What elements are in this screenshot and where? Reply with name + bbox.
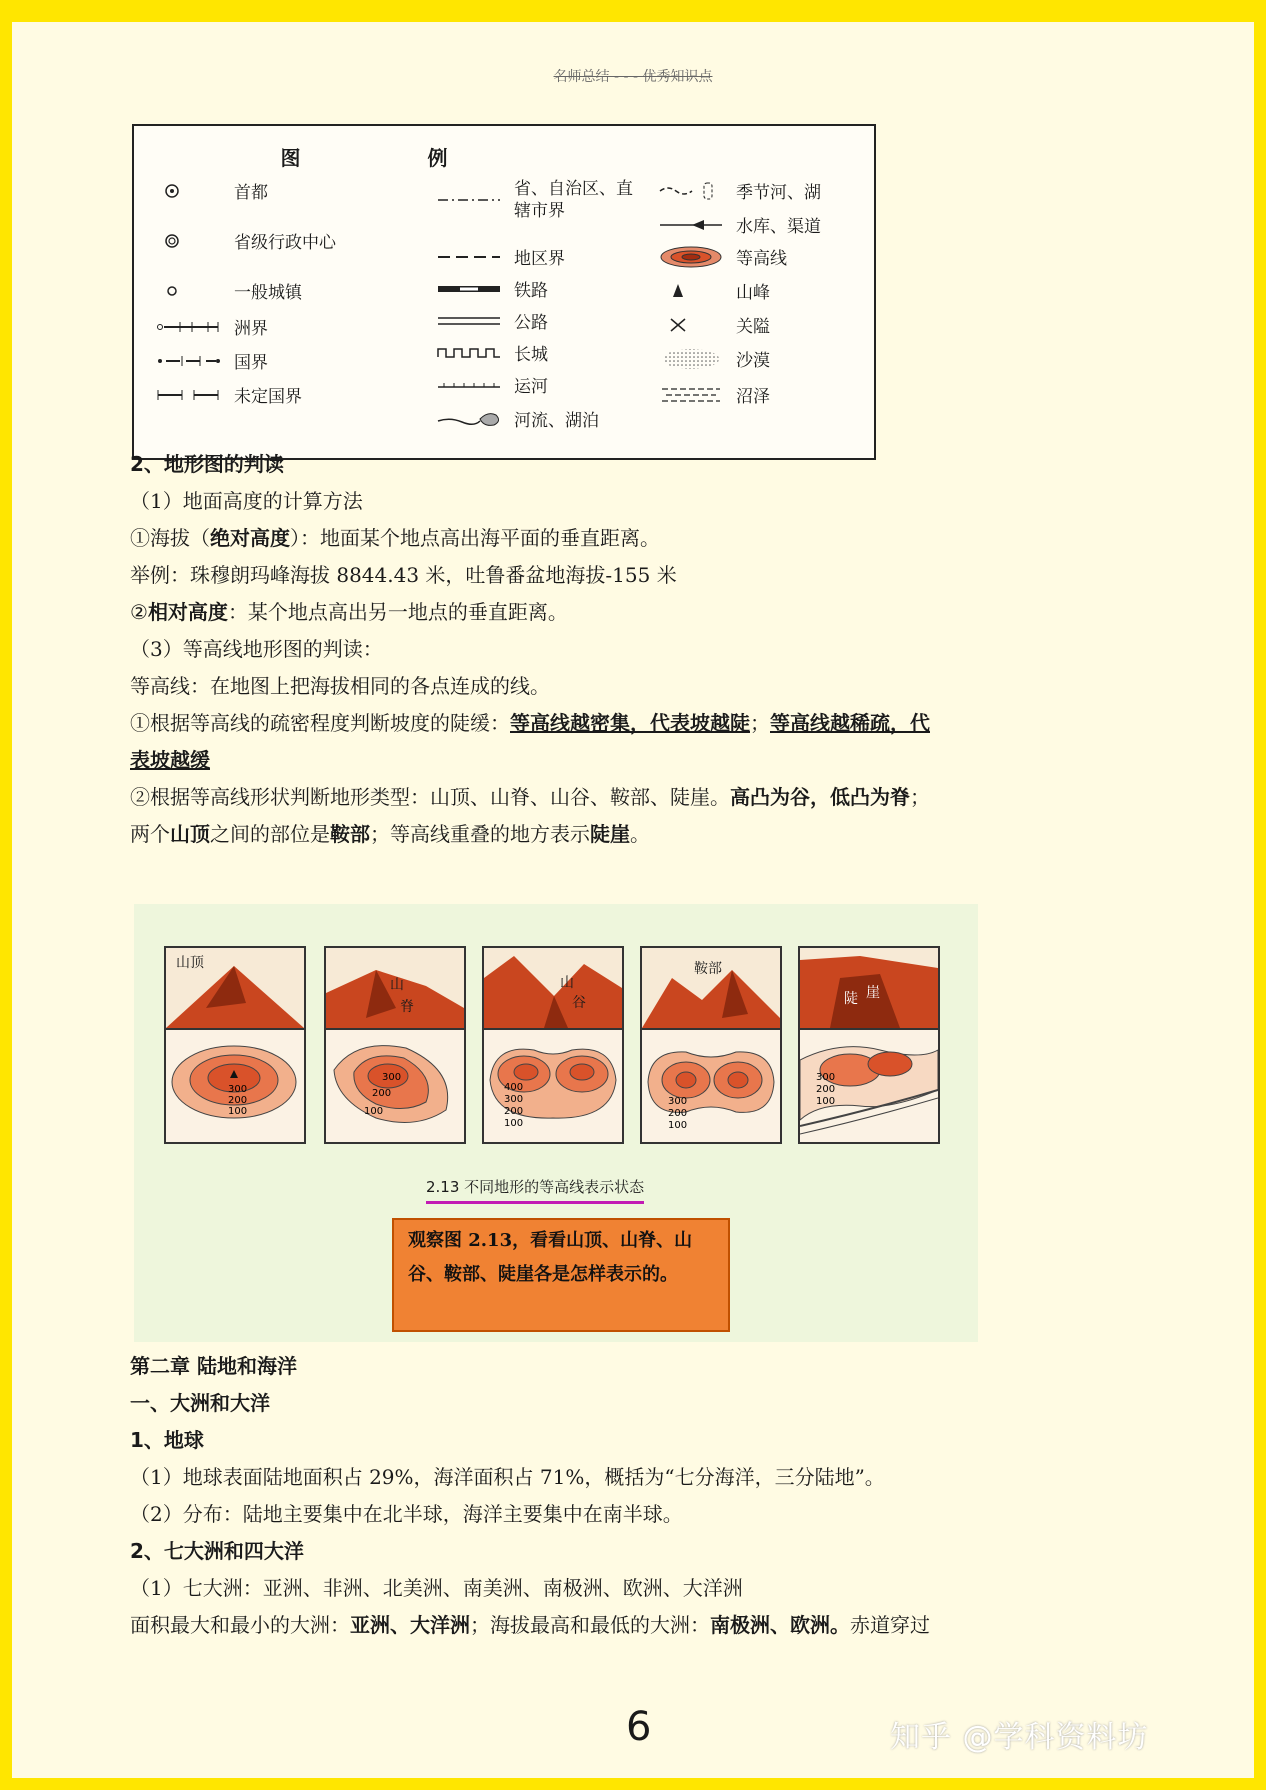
pass-icon: [656, 313, 726, 337]
swamp-icon: [656, 383, 726, 407]
paragraph: （2）分布：陆地主要集中在北半球，海洋主要集中在南半球。: [130, 1502, 683, 1526]
chapter-title: 第二章 陆地和海洋: [130, 1354, 297, 1378]
district-boundary-icon: [434, 245, 504, 269]
svg-text:300: 300: [816, 1072, 836, 1083]
desert-icon: [656, 347, 726, 371]
legend-provincial-center: 省级行政中心: [154, 228, 336, 253]
town-icon: [154, 279, 224, 303]
svg-text:100: 100: [364, 1106, 384, 1117]
page-number: 6: [626, 1704, 652, 1750]
svg-text:200: 200: [668, 1108, 688, 1119]
legend-title: 图 例: [280, 146, 448, 170]
svg-text:300: 300: [668, 1096, 688, 1107]
paragraph: ①根据等高线的疏密程度判断坡度的陡缓：等高线越密集，代表坡越陡；等高线越稀疏，代: [130, 711, 930, 735]
panel-summit: 山顶 300 200 100: [164, 946, 302, 1144]
page: [12, 22, 1254, 1778]
legend-railway: 铁路: [434, 276, 548, 301]
page-header: 名师总结 - - - 优秀知识点: [553, 69, 713, 85]
valley-illustration: [484, 948, 622, 1028]
section-land-and-ocean: [130, 1348, 1150, 1644]
legend-highway: 公路: [434, 308, 548, 333]
saddle-contour-icon: [642, 1030, 780, 1142]
railway-icon: [434, 277, 504, 301]
panel-saddle: 鞍部 300 200 100: [640, 946, 778, 1144]
section-heading: 一、大洲和大洋: [130, 1391, 270, 1415]
watermark: 知乎 @学科资料坊: [890, 1720, 1149, 1755]
svg-text:200: 200: [228, 1095, 248, 1106]
legend-town: 一般城镇: [154, 278, 302, 303]
section-heading: 1、地球: [130, 1428, 204, 1452]
paragraph: ②根据等高线形状判断地形类型：山顶、山脊、山谷、鞍部、陡崖。高凸为谷，低凸为脊；: [130, 785, 930, 809]
legend-capital: 首都: [154, 178, 268, 203]
subheading: （3）等高线地形图的判读：: [130, 637, 383, 661]
continent-boundary-icon: [154, 315, 224, 339]
paragraph: 两个山顶之间的部位是鞍部；等高线重叠的地方表示陡崖。: [130, 822, 650, 846]
svg-text:300: 300: [382, 1072, 402, 1083]
legend-desert: 沙漠: [656, 346, 770, 371]
summit-contour-icon: [166, 1030, 304, 1142]
svg-text:300: 300: [504, 1094, 524, 1105]
paragraph: （1）七大洲：亚洲、非洲、北美洲、南美洲、南极洲、欧洲、大洋洲: [130, 1576, 743, 1600]
reservoir-icon: [656, 213, 726, 237]
capital-icon: [154, 179, 224, 203]
panel-valley: 山 谷 400 300 200 100: [482, 946, 620, 1144]
peak-icon: [656, 279, 726, 303]
great-wall-icon: [434, 341, 504, 365]
provincial-center-icon: [154, 229, 224, 253]
legend-river-lake: 河流、湖泊: [434, 406, 599, 431]
legend-province-boundary: 省、自治区、直辖市界: [434, 178, 634, 222]
paragraph: （1）地球表面陆地面积占 29%，海洋面积占 71%，概括为“七分海洋，三分陆地”。: [130, 1465, 885, 1489]
legend-contour: 等高线: [656, 244, 787, 269]
paragraph: 表坡越缓: [130, 748, 210, 772]
svg-text:100: 100: [816, 1096, 836, 1107]
canal-icon: [434, 373, 504, 397]
section-heading: 2、地形图的判读: [130, 452, 284, 476]
contour-icon: [656, 245, 726, 269]
legend-reservoir: 水库、渠道: [656, 212, 821, 237]
legend-great-wall: 长城: [434, 340, 548, 365]
svg-text:400: 400: [504, 1082, 524, 1093]
subheading: （1）地面高度的计算方法: [130, 489, 363, 513]
svg-text:200: 200: [372, 1088, 392, 1099]
svg-text:100: 100: [668, 1120, 688, 1131]
section-heading: 2、七大洲和四大洋: [130, 1539, 304, 1563]
river-lake-icon: [434, 407, 504, 431]
legend-continent-boundary: 洲界: [154, 314, 268, 339]
svg-text:200: 200: [504, 1106, 524, 1117]
figure-caption: 2.13 不同地形的等高线表示状态: [426, 1176, 644, 1204]
svg-text:300: 300: [228, 1084, 248, 1095]
contour-figure: [134, 904, 978, 1342]
figure-note: 观察图 2.13，看看山顶、山脊、山谷、鞍部、陡崖各是怎样表示的。: [392, 1218, 730, 1332]
panel-cliff: 陡 崖 300 200 100: [798, 946, 936, 1144]
map-legend: [132, 124, 876, 460]
seasonal-river-icon: [656, 179, 726, 203]
legend-undetermined-boundary: 未定国界: [154, 382, 302, 407]
legend-pass: 关隘: [656, 312, 770, 337]
highway-icon: [434, 309, 504, 333]
legend-swamp: 沼泽: [656, 382, 770, 407]
paragraph: 等高线：在地图上把海拔相同的各点连成的线。: [130, 674, 550, 698]
province-boundary-icon: [434, 188, 504, 212]
paragraph: 举例：珠穆朗玛峰海拔 8844.43 米，吐鲁番盆地海拔-155 米: [130, 563, 677, 587]
paragraph: ①海拔（绝对高度）：地面某个地点高出海平面的垂直距离。: [130, 526, 660, 550]
national-boundary-icon: [154, 349, 224, 373]
panel-ridge: 山 脊 300 200 100: [324, 946, 462, 1144]
legend-peak: 山峰: [656, 278, 770, 303]
legend-national-boundary: 国界: [154, 348, 268, 373]
legend-district-boundary: 地区界: [434, 244, 565, 269]
svg-text:200: 200: [816, 1084, 836, 1095]
paragraph: ②相对高度：某个地点高出另一地点的垂直距离。: [130, 600, 568, 624]
ridge-contour-icon: [326, 1030, 464, 1142]
legend-canal: 运河: [434, 372, 548, 397]
svg-text:100: 100: [228, 1106, 248, 1117]
legend-seasonal-river: 季节河、湖: [656, 178, 821, 203]
valley-contour-icon: [484, 1030, 622, 1142]
svg-text:100: 100: [504, 1118, 524, 1129]
section-terrain-reading: [130, 446, 1150, 853]
cliff-contour-icon: [800, 1030, 938, 1142]
paragraph: 面积最大和最小的大洲：亚洲、大洋洲；海拔最高和最低的大洲：南极洲、欧洲。赤道穿过: [130, 1613, 930, 1637]
undetermined-boundary-icon: [154, 383, 224, 407]
